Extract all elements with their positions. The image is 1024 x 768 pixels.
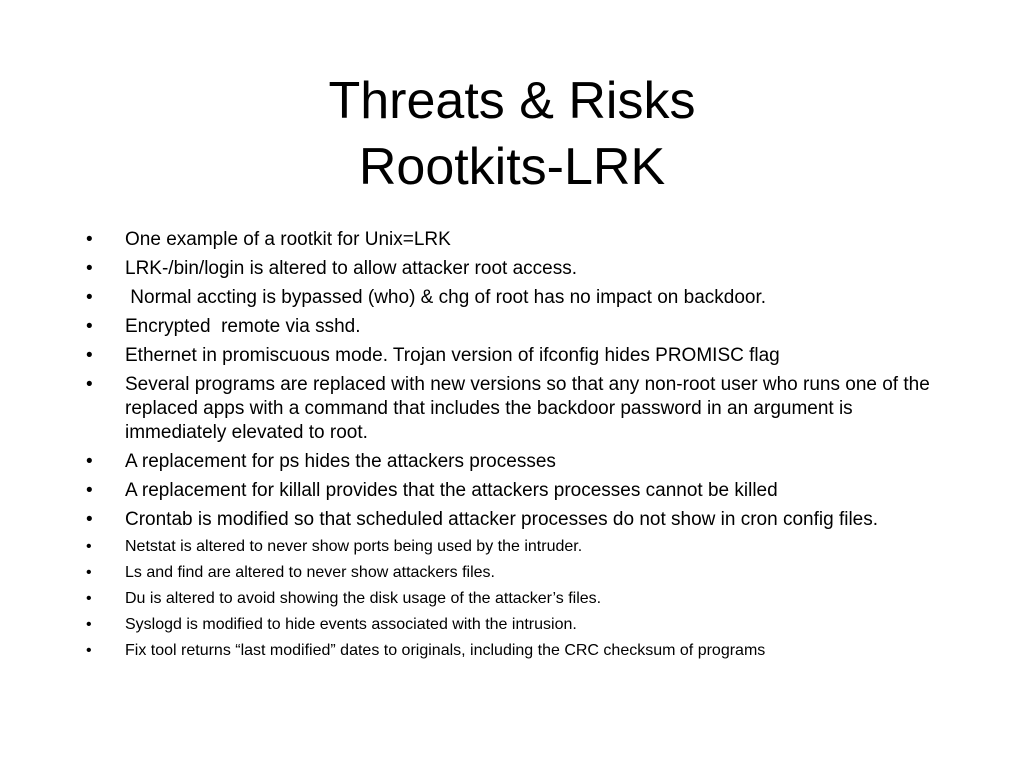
bullet-text: A replacement for ps hides the attackers processes — [125, 451, 556, 472]
bullet-item — [86, 615, 956, 635]
bullet-icon: • — [86, 451, 93, 472]
bullet-item — [86, 228, 956, 252]
bullet-text: Du is altered to avoid showing the disk usage of the attacker’s files. — [125, 590, 602, 607]
bullet-icon: • — [86, 642, 92, 659]
title-line-2: Rootkits-LRK — [358, 138, 666, 196]
bullet-icon: • — [86, 229, 93, 250]
bullet-icon: • — [86, 538, 92, 555]
bullet-item — [86, 315, 956, 339]
bullet-item — [86, 641, 956, 661]
bullet-list — [86, 228, 956, 667]
title-line-1: Threats & Risks — [328, 72, 696, 130]
bullet-icon: • — [86, 374, 93, 395]
slide-title — [0, 68, 1024, 200]
bullet-icon: • — [86, 345, 93, 366]
bullet-icon: • — [86, 564, 92, 581]
bullet-icon: • — [86, 616, 92, 633]
bullet-item — [86, 479, 956, 503]
bullet-text: Encrypted remote via sshd. — [125, 316, 361, 337]
bullet-item — [86, 286, 956, 310]
bullet-text: Crontab is modified so that scheduled attacker processes do not show in cron config files. — [125, 509, 879, 530]
bullet-item — [86, 450, 956, 474]
bullet-item — [86, 373, 956, 445]
bullet-icon: • — [86, 509, 93, 530]
bullet-text: A replacement for killall provides that the attackers processes cannot be killed — [125, 480, 778, 501]
bullet-item — [86, 589, 956, 609]
bullet-icon: • — [86, 590, 92, 607]
bullet-item — [86, 344, 956, 368]
bullet-text: Netstat is altered to never show ports being used by the intruder. — [125, 538, 583, 555]
bullet-item — [86, 508, 956, 532]
bullet-icon: • — [86, 480, 93, 501]
bullet-icon: • — [86, 258, 93, 279]
bullet-text: LRK-/bin/login is altered to allow attacker root access. — [125, 258, 577, 279]
bullet-item — [86, 257, 956, 281]
bullet-text: Syslogd is modified to hide events associated with the intrusion. — [125, 616, 577, 633]
bullet-icon: • — [86, 316, 93, 337]
bullet-text: One example of a rootkit for Unix=LRK — [125, 229, 451, 250]
bullet-text: Several programs are replaced with new versions so that any non-root user who runs one of the replaced apps with a command that includes the backdoor password in an argument is immediately elevated to root. — [125, 374, 930, 443]
bullet-icon: • — [86, 287, 93, 308]
bullet-text: Fix tool returns “last modified” dates to originals, including the CRC checksum of programs — [125, 642, 766, 659]
bullet-item — [86, 537, 956, 557]
bullet-item — [86, 563, 956, 583]
bullet-text: Ethernet in promiscuous mode. Trojan version of ifconfig hides PROMISC flag — [125, 345, 780, 366]
bullet-text: Ls and find are altered to never show attackers files. — [125, 564, 495, 581]
bullet-text: Normal accting is bypassed (who) & chg of root has no impact on backdoor. — [125, 287, 767, 308]
